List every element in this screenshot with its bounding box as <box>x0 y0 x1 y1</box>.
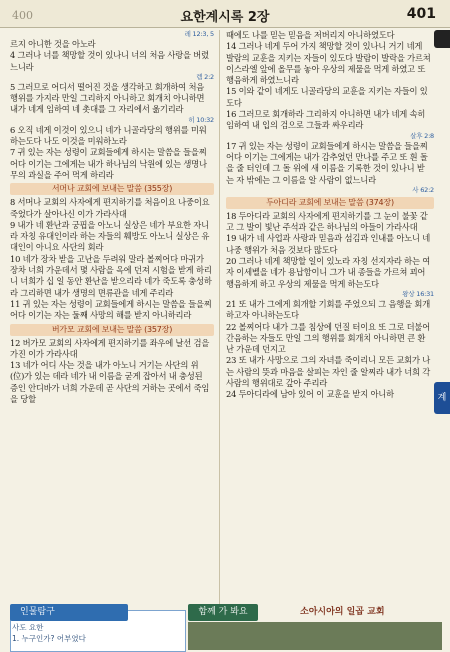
verse-text: 21 또 내가 그에게 회개할 기회를 주었으되 그 음행을 회개하고자 아니하는도다 <box>226 298 431 321</box>
verse-text: 르지 아니한 것을 아노라 <box>10 39 96 49</box>
verse-text: 때에도 나를 믿는 믿음을 저버리지 아니하였도다 <box>226 30 395 40</box>
verse-text: 18 두아디라 교회의 사자에게 편지하기를 그 눈이 불꽃 같고 그 발이 빛난 주석과 같은 하나님의 아들이 가라사대 <box>226 210 428 233</box>
verse-text: 5 그러므로 어디서 떨어진 것을 생각하고 회개하여 처음 행위를 가지라 만일 그리하지 아니하고 회개치 아니하면 내가 네게 임하여 네 촛대를 그 자리에서 옮기리라 <box>10 81 205 115</box>
section-heading: 서머나 교회에 보내는 말씀 (355장) <box>10 183 214 195</box>
verse-text: 13 네가 어디 사는 것을 내가 아노니 거기는 사단의 위(位)가 있는 데라 네가 내 이름을 굳게 잡아서 내 충성된 증인 안디바가 너희 가운데 곧 사단의 거하는 곳에서 죽임을 당할 <box>10 360 210 405</box>
map-title: 소아시아의 일곱 교회 <box>300 607 385 617</box>
cross-reference: 왕상 16:31 <box>402 289 434 298</box>
verse-text: 7 귀 있는 자는 성령이 교회들에게 하시는 말씀을 들을찌어다 이기는 그에게는 내가 하나님의 낙원에 있는 생명나무의 과실을 주어 먹게 하리라 <box>10 147 207 180</box>
right-page-number: 401 <box>406 6 436 22</box>
verse-text: 4 그러나 너를 책망할 것이 있나니 너의 처음 사랑을 버렸느니라 <box>10 50 209 72</box>
verse-text: 17 귀 있는 자는 성령이 교회들에게 하시는 말씀을 들을찌어다 이기는 그에게는 내가 감추었던 만나를 주고 또 흰 돌을 줄 터인데 그 돌 위에 새 이름을 기록한 것이 있나니 받는 자 밖에는 그 이름을 알 사람이 없느니라 <box>226 140 428 185</box>
verse-text: 23 또 내가 사망으로 그의 자녀를 죽이리니 모든 교회가 나는 사람의 뜻과 마음을 살피는 자인 줄 알찌라 내가 너희 각 사람의 행위대로 갚아 주리라 <box>226 355 431 389</box>
section-heading: 버가모 교회에 보내는 말씀 (357장) <box>10 324 214 336</box>
left-text-column <box>10 30 214 603</box>
section-heading: 두아디라 교회에 보내는 말씀 (374장) <box>226 197 434 209</box>
bookmark-tab[interactable] <box>434 30 450 48</box>
character-study-heading: 인물탐구 <box>10 604 128 621</box>
right-text-column <box>226 30 434 536</box>
verse-text: 6 오직 네게 이것이 있으니 네가 니골라당의 행위를 미워하는도다 나도 이것을 미워하노라 <box>10 124 207 147</box>
column-divider <box>219 30 220 610</box>
book-side-tab[interactable]: 계 <box>434 382 450 414</box>
verse-text: 22 볼찌어다 내가 그를 침상에 던질 터이요 또 그로 더불어 간음하는 자들도 만일 그의 행위를 회개치 아니하면 큰 환난 가운데 던지고 <box>226 321 431 355</box>
page-header <box>0 0 450 28</box>
verse-text: 9 내가 네 환난과 궁핍을 아노니 실상은 네가 부요한 자니라 자칭 유대인이라 하는 자들의 훼방도 아노니 실상은 유대인이 아니요 사단의 회라 <box>10 219 210 253</box>
cross-reference: 히 10:32 <box>188 115 214 124</box>
verse-text: 8 서머나 교회의 사자에게 편지하기를 처음이요 나중이요 죽었다가 살아나신 이가 가라사대 <box>10 197 210 219</box>
verse-text: 12 버가모 교회의 사자에게 편지하기를 좌우에 날선 검을 가진 이가 가라사대 <box>10 337 210 359</box>
left-page-number: 400 <box>12 9 33 22</box>
cross-reference: 살후 2:8 <box>410 131 434 140</box>
verse-text: 16 그러므로 회개하라 그리하지 아니하면 내가 네게 속히 임하여 내 입의 검으로 그들과 싸우리라 <box>226 109 426 131</box>
verse-text: 15 이와 같이 네게도 니골라당의 교훈을 지키는 자들이 있도다 <box>226 86 428 108</box>
verse-text: 14 그러나 네게 두어 가지 책망할 것이 있나니 거기 네게 발람의 교훈을 지키는 자들이 있도다 발람이 발락을 가르쳐 이스라엘 앞에 올무를 놓아 우상의 제물을 먹게 하였고 또 행음하게 하였느니라 <box>226 41 431 86</box>
page-title: 요한계시록 2장 <box>180 10 270 25</box>
character-study-subject: 사도 요한 <box>12 623 44 632</box>
map-section-heading: 함께 가 봐요 <box>188 604 258 621</box>
verse-text: 11 귀 있는 자는 성령이 교회들에게 하시는 말씀을 들을찌어다 이기는 자는 둘째 사망의 해를 받지 아니하리라 <box>10 298 212 321</box>
landscape-photo <box>188 622 442 650</box>
cross-reference: 레 12:3, 5 <box>184 30 214 38</box>
verse-text: 10 네가 장차 받을 고난을 두려워 말라 볼찌어다 마귀가 장차 너희 가운데서 몇 사람을 옥에 던져 시험을 받게 하리니 너희가 십 일 동안 환난을 받으리라 네가 죽도록 충성하라 그리하면 내가 생명의 면류관을 네게 주리라 <box>10 253 212 298</box>
cross-reference: 렘 2:2 <box>196 72 214 81</box>
cross-reference: 사 62:2 <box>412 185 434 194</box>
verse-text: 24 두아디라에 남아 있어 이 교훈을 받지 아니하 <box>226 389 394 400</box>
character-study-question: 1. 누구인가? 어부였다 <box>12 634 86 643</box>
verse-text: 19 내가 네 사업과 사랑과 믿음과 섬김과 인내를 아노니 네 나중 행위가 처음 것보다 많도다 <box>226 233 431 255</box>
verse-text: 20 그러나 네게 책망할 일이 있노라 자칭 선지자라 하는 여자 이세벨을 네가 용납함이니 그가 내 종들을 가르쳐 꾀어 행음하게 하고 우상의 제물을 먹게 하는도다 <box>226 256 431 289</box>
